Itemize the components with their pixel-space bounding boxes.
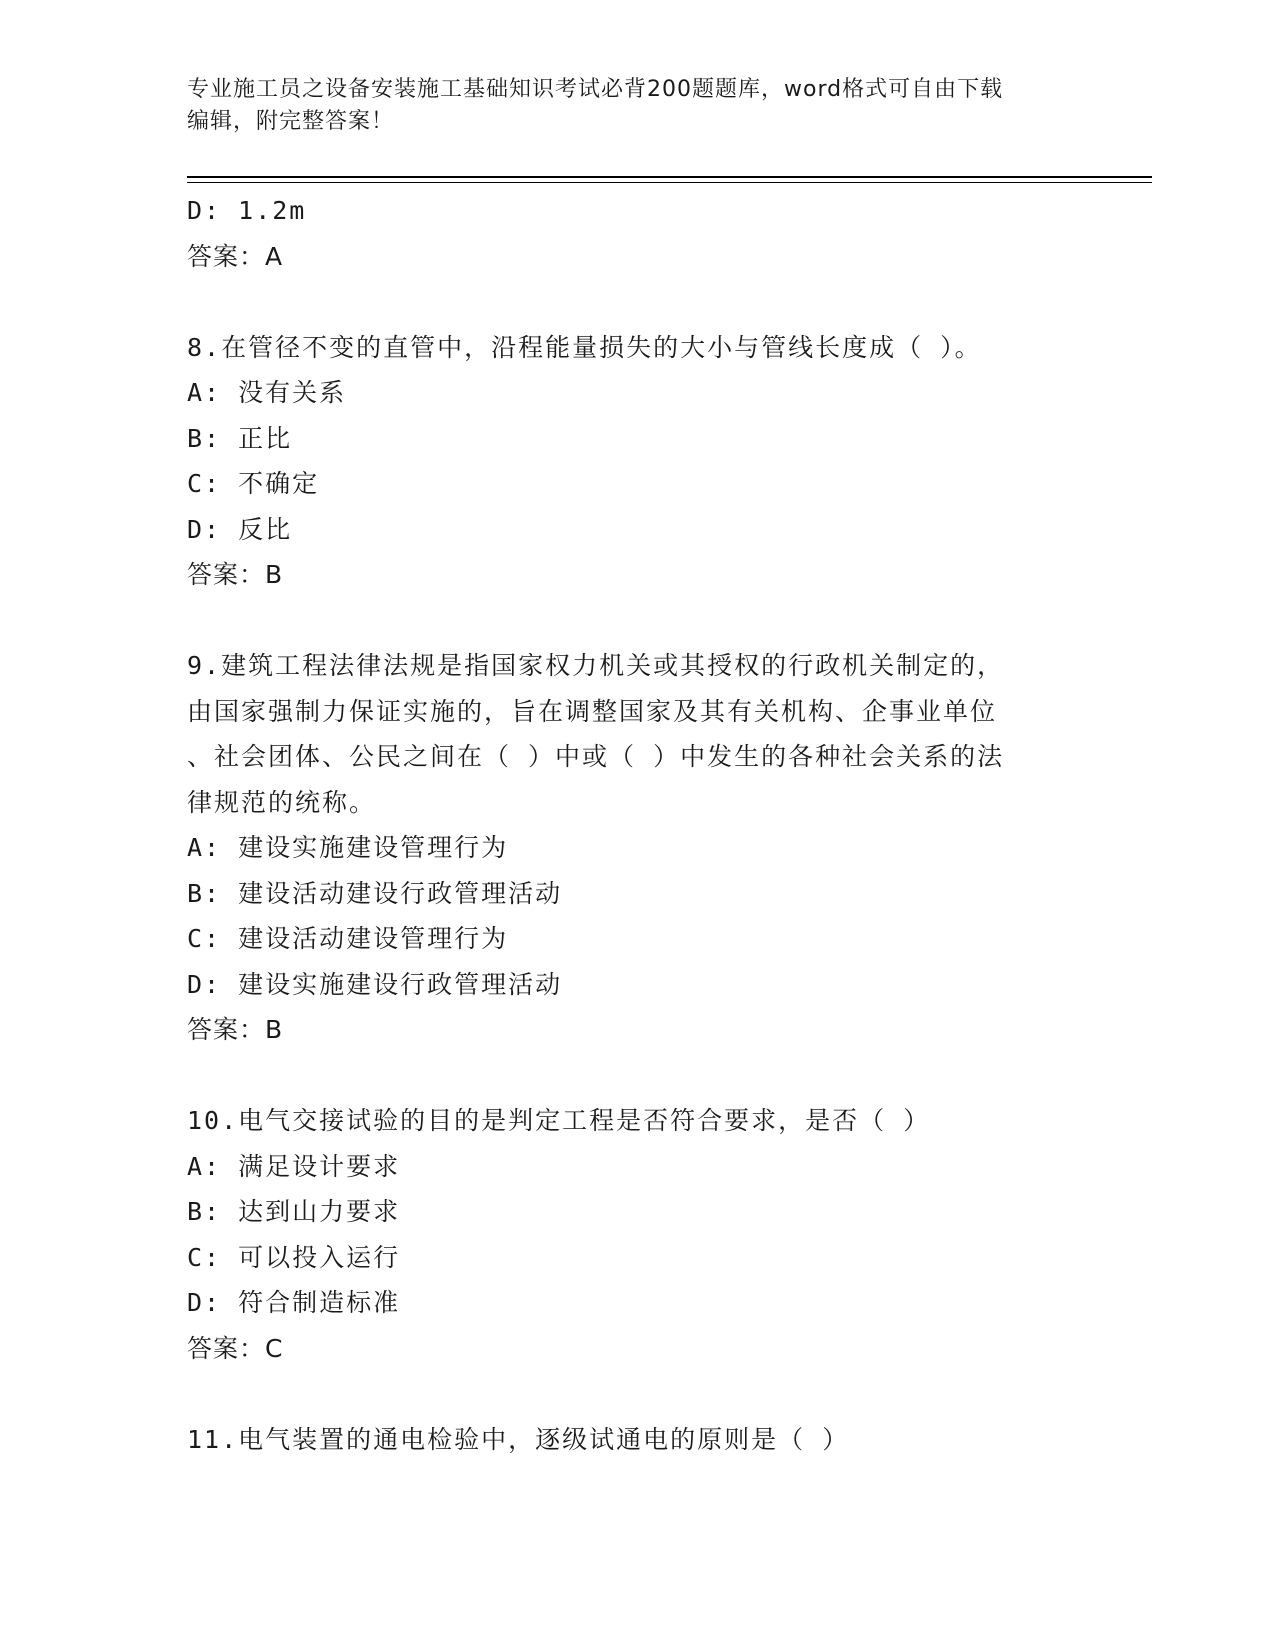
question-text: 10.电气交接试验的目的是判定工程是否符合要求，是否（ ） xyxy=(187,1106,931,1135)
question-text: 11.电气装置的通电检验中，逐级试通电的原则是（ ） xyxy=(187,1424,850,1454)
spacer xyxy=(187,1053,1067,1099)
question-text: 、社会团体、公民之间在（ ）中或（ ）中发生的各种社会关系的法 xyxy=(187,742,1005,771)
question-text: 9.建筑工程法律法规是指国家权力机关或其授权的行政机关制定的， xyxy=(187,651,1005,680)
option-line: B: 正比 xyxy=(187,423,293,453)
question-text: 由国家强制力保证实施的，旨在调整国家及其有关机构、企事业单位 xyxy=(187,696,998,726)
option-line: D: 1.2m xyxy=(187,196,307,225)
header-line-1: 专业施工员之设备安装施工基础知识考试必背200题题库，word格式可自由下载 xyxy=(187,77,1004,102)
header-divider-thin xyxy=(187,182,1152,183)
spacer xyxy=(187,1371,1067,1417)
option-line: D: 建设实施建设行政管理活动 xyxy=(187,969,563,999)
header-line-2: 编辑，附完整答案！ xyxy=(187,109,395,134)
spacer xyxy=(187,279,1067,325)
option-line: D: 符合制造标准 xyxy=(187,1288,401,1317)
answer-line: 答案：B xyxy=(187,1015,284,1044)
option-line: A: 没有关系 xyxy=(187,378,347,407)
answer-line: 答案：A xyxy=(187,241,284,271)
question-text: 8.在管径不变的直管中，沿程能量损失的大小与管线长度成（ ）。 xyxy=(187,332,982,362)
option-line: B: 建设活动建设行政管理活动 xyxy=(187,878,563,908)
answer-line: 答案：C xyxy=(187,1333,284,1363)
spacer xyxy=(187,598,1067,644)
option-line: C: 建设活动建设管理行为 xyxy=(187,924,509,953)
option-line: B: 达到山力要求 xyxy=(187,1197,401,1226)
header-divider-thick xyxy=(187,176,1152,178)
option-line: D: 反比 xyxy=(187,514,293,544)
document-header xyxy=(187,74,1067,138)
option-line: A: 满足设计要求 xyxy=(187,1151,401,1181)
option-line: A: 建设实施建设管理行为 xyxy=(187,833,509,862)
option-line: C: 不确定 xyxy=(187,469,320,498)
question-list xyxy=(187,188,1067,1462)
answer-line: 答案：B xyxy=(187,560,284,589)
question-text: 律规范的统称。 xyxy=(187,787,377,817)
option-line: C: 可以投入运行 xyxy=(187,1242,401,1272)
